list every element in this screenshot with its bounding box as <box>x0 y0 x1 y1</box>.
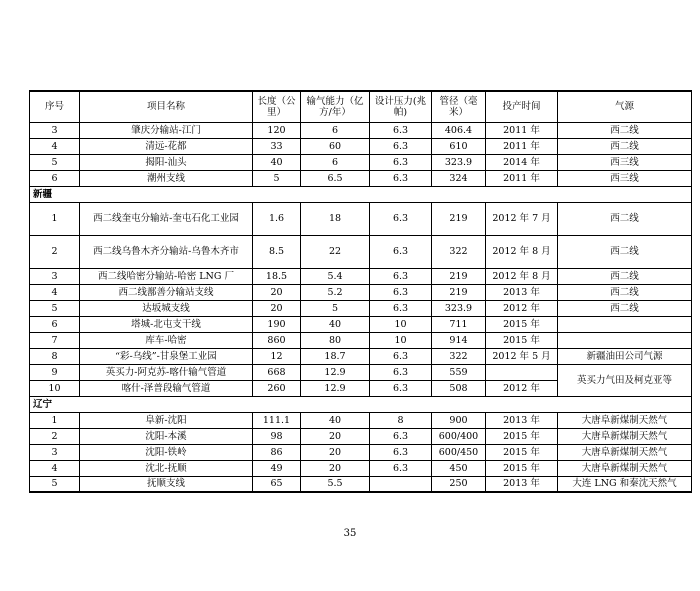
cell-diameter: 323.9 <box>432 300 486 316</box>
cell-length: 860 <box>253 332 301 348</box>
cell-source <box>558 316 692 332</box>
cell-diameter: 250 <box>432 476 486 492</box>
cell-capacity: 80 <box>301 332 370 348</box>
cell-date: 2014 年 <box>486 154 558 170</box>
cell-project: 达坂城支线 <box>80 300 253 316</box>
cell-pressure: 6.3 <box>370 300 432 316</box>
cell-diameter: 322 <box>432 235 486 268</box>
cell-source: 西二线 <box>558 284 692 300</box>
cell-diameter: 559 <box>432 364 486 380</box>
cell-length: 86 <box>253 444 301 460</box>
cell-pressure <box>370 476 432 492</box>
region-label: 辽宁 <box>30 396 692 412</box>
cell-diameter: 322 <box>432 348 486 364</box>
cell-diameter: 450 <box>432 460 486 476</box>
cell-project: 沈北-抚顺 <box>80 460 253 476</box>
cell-capacity: 40 <box>301 412 370 428</box>
cell-source: 大唐阜新煤制天然气 <box>558 460 692 476</box>
region-row <box>30 186 692 202</box>
cell-project: 肇庆分输站-江门 <box>80 122 253 138</box>
cell-seq: 6 <box>30 316 80 332</box>
table-row <box>30 170 692 186</box>
cell-pressure: 6.3 <box>370 348 432 364</box>
header-seq: 序号 <box>30 91 80 122</box>
cell-capacity: 6 <box>301 122 370 138</box>
header-diameter: 管径（毫米） <box>432 91 486 122</box>
cell-capacity: 5.2 <box>301 284 370 300</box>
table-row <box>30 300 692 316</box>
cell-pressure: 6.3 <box>370 268 432 284</box>
cell-pressure: 10 <box>370 332 432 348</box>
cell-length: 98 <box>253 428 301 444</box>
cell-project: 西二线哈密分输站-哈密 LNG 厂 <box>80 268 253 284</box>
cell-capacity: 5.4 <box>301 268 370 284</box>
cell-capacity: 12.9 <box>301 380 370 396</box>
cell-project: 抚顺支线 <box>80 476 253 492</box>
cell-seq: 2 <box>30 235 80 268</box>
cell-date: 2011 年 <box>486 138 558 154</box>
cell-project: 英买力-阿克苏-喀什输气管道 <box>80 364 253 380</box>
table-row <box>30 154 692 170</box>
cell-length: 260 <box>253 380 301 396</box>
table-row <box>30 348 692 364</box>
cell-date: 2012 年 5 月 <box>486 348 558 364</box>
table-row <box>30 235 692 268</box>
cell-diameter: 219 <box>432 284 486 300</box>
cell-seq: 1 <box>30 412 80 428</box>
cell-capacity: 60 <box>301 138 370 154</box>
cell-seq: 6 <box>30 170 80 186</box>
cell-source: 西三线 <box>558 154 692 170</box>
cell-date: 2013 年 <box>486 476 558 492</box>
cell-pressure: 6.3 <box>370 364 432 380</box>
header-pressure: 设计压力(兆帕) <box>370 91 432 122</box>
cell-seq: 5 <box>30 300 80 316</box>
cell-capacity: 6.5 <box>301 170 370 186</box>
cell-seq: 3 <box>30 444 80 460</box>
cell-source: 西二线 <box>558 202 692 235</box>
cell-pressure: 6.3 <box>370 154 432 170</box>
cell-date: 2015 年 <box>486 316 558 332</box>
cell-seq: 4 <box>30 460 80 476</box>
cell-source <box>558 332 692 348</box>
cell-seq: 4 <box>30 284 80 300</box>
cell-capacity: 20 <box>301 444 370 460</box>
cell-project: 喀什-泽普段输气管道 <box>80 380 253 396</box>
cell-project: 西二线鄯善分输站支线 <box>80 284 253 300</box>
cell-diameter: 324 <box>432 170 486 186</box>
cell-pressure: 10 <box>370 316 432 332</box>
cell-source: 西二线 <box>558 268 692 284</box>
cell-project: 阜新-沈阳 <box>80 412 253 428</box>
table-row <box>30 412 692 428</box>
cell-date: 2012 年 <box>486 380 558 396</box>
cell-date: 2013 年 <box>486 412 558 428</box>
cell-seq: 9 <box>30 364 80 380</box>
cell-diameter: 900 <box>432 412 486 428</box>
table-row <box>30 476 692 492</box>
cell-source: 西二线 <box>558 300 692 316</box>
table-row <box>30 122 692 138</box>
cell-date: 2012 年 8 月 <box>486 235 558 268</box>
header-capacity: 输气能力（亿方/年） <box>301 91 370 122</box>
header-date: 投产时间 <box>486 91 558 122</box>
cell-source: 西三线 <box>558 170 692 186</box>
cell-date: 2011 年 <box>486 170 558 186</box>
cell-length: 20 <box>253 284 301 300</box>
cell-date: 2015 年 <box>486 428 558 444</box>
cell-project: 库车-哈密 <box>80 332 253 348</box>
cell-project: 西二线奎屯分输站-奎屯石化工业园 <box>80 202 253 235</box>
cell-length: 12 <box>253 348 301 364</box>
cell-source: 西二线 <box>558 138 692 154</box>
cell-seq: 2 <box>30 428 80 444</box>
cell-diameter: 600/450 <box>432 444 486 460</box>
cell-length: 668 <box>253 364 301 380</box>
cell-date: 2015 年 <box>486 460 558 476</box>
cell-date: 2012 年 <box>486 300 558 316</box>
cell-length: 33 <box>253 138 301 154</box>
header-source: 气源 <box>558 91 692 122</box>
cell-seq: 5 <box>30 476 80 492</box>
cell-pressure: 6.3 <box>370 444 432 460</box>
region-row <box>30 396 692 412</box>
cell-capacity: 5.5 <box>301 476 370 492</box>
cell-date: 2012 年 8 月 <box>486 268 558 284</box>
cell-pressure: 6.3 <box>370 428 432 444</box>
cell-diameter: 711 <box>432 316 486 332</box>
cell-pressure: 6.3 <box>370 284 432 300</box>
cell-source: 大唐阜新煤制天然气 <box>558 412 692 428</box>
cell-pressure: 6.3 <box>370 460 432 476</box>
cell-length: 49 <box>253 460 301 476</box>
cell-diameter: 219 <box>432 268 486 284</box>
cell-project: 沈阳-本溪 <box>80 428 253 444</box>
cell-project: 清远-花都 <box>80 138 253 154</box>
cell-source: 英买力气田及柯克亚等 <box>558 364 692 396</box>
cell-seq: 7 <box>30 332 80 348</box>
cell-length: 20 <box>253 300 301 316</box>
cell-source: 大唐阜新煤制天然气 <box>558 428 692 444</box>
cell-length: 190 <box>253 316 301 332</box>
cell-capacity: 20 <box>301 460 370 476</box>
pipeline-table <box>29 90 692 493</box>
cell-length: 8.5 <box>253 235 301 268</box>
cell-diameter: 610 <box>432 138 486 154</box>
cell-project: 揭阳-汕头 <box>80 154 253 170</box>
cell-seq: 8 <box>30 348 80 364</box>
cell-length: 120 <box>253 122 301 138</box>
cell-pressure: 6.3 <box>370 170 432 186</box>
cell-date: 2013 年 <box>486 284 558 300</box>
cell-capacity: 40 <box>301 316 370 332</box>
cell-source: 西二线 <box>558 235 692 268</box>
cell-seq: 10 <box>30 380 80 396</box>
cell-capacity: 18.7 <box>301 348 370 364</box>
cell-date: 2015 年 <box>486 444 558 460</box>
region-label: 新疆 <box>30 186 692 202</box>
header-length: 长度（公里） <box>253 91 301 122</box>
cell-seq: 3 <box>30 122 80 138</box>
cell-capacity: 12.9 <box>301 364 370 380</box>
cell-project: 沈阳-铁岭 <box>80 444 253 460</box>
page-number: 35 <box>343 528 357 539</box>
table-row <box>30 138 692 154</box>
cell-source: 西二线 <box>558 122 692 138</box>
cell-project: “彩-乌线”-甘泉堡工业园 <box>80 348 253 364</box>
table-row <box>30 202 692 235</box>
cell-capacity: 20 <box>301 428 370 444</box>
cell-date: 2012 年 7 月 <box>486 202 558 235</box>
cell-source: 大连 LNG 和秦沈天然气 <box>558 476 692 492</box>
table-row <box>30 332 692 348</box>
cell-seq: 4 <box>30 138 80 154</box>
cell-pressure: 6.3 <box>370 202 432 235</box>
cell-source: 大唐阜新煤制天然气 <box>558 444 692 460</box>
cell-date: 2011 年 <box>486 122 558 138</box>
cell-pressure: 6.3 <box>370 122 432 138</box>
cell-length: 5 <box>253 170 301 186</box>
table-row <box>30 364 692 380</box>
cell-length: 1.6 <box>253 202 301 235</box>
cell-diameter: 406.4 <box>432 122 486 138</box>
cell-project: 潮州支线 <box>80 170 253 186</box>
cell-pressure: 6.3 <box>370 235 432 268</box>
cell-diameter: 323.9 <box>432 154 486 170</box>
cell-project: 西二线乌鲁木齐分输站-乌鲁木齐市 <box>80 235 253 268</box>
cell-length: 65 <box>253 476 301 492</box>
table-header-row <box>30 91 692 122</box>
cell-date <box>486 364 558 380</box>
cell-length: 111.1 <box>253 412 301 428</box>
cell-capacity: 18 <box>301 202 370 235</box>
cell-seq: 3 <box>30 268 80 284</box>
table-row <box>30 268 692 284</box>
table-row <box>30 428 692 444</box>
cell-pressure: 8 <box>370 412 432 428</box>
cell-length: 18.5 <box>253 268 301 284</box>
table-row <box>30 460 692 476</box>
cell-length: 40 <box>253 154 301 170</box>
cell-seq: 1 <box>30 202 80 235</box>
cell-diameter: 600/400 <box>432 428 486 444</box>
cell-capacity: 5 <box>301 300 370 316</box>
cell-project: 塔城-北屯支干线 <box>80 316 253 332</box>
cell-seq: 5 <box>30 154 80 170</box>
table-row <box>30 284 692 300</box>
cell-capacity: 6 <box>301 154 370 170</box>
cell-diameter: 914 <box>432 332 486 348</box>
cell-date: 2015 年 <box>486 332 558 348</box>
cell-diameter: 219 <box>432 202 486 235</box>
table-row <box>30 444 692 460</box>
cell-source: 新疆油田公司气源 <box>558 348 692 364</box>
header-project: 项目名称 <box>80 91 253 122</box>
cell-pressure: 6.3 <box>370 138 432 154</box>
cell-pressure: 6.3 <box>370 380 432 396</box>
cell-capacity: 22 <box>301 235 370 268</box>
table-body <box>30 122 692 492</box>
table-row <box>30 316 692 332</box>
cell-diameter: 508 <box>432 380 486 396</box>
